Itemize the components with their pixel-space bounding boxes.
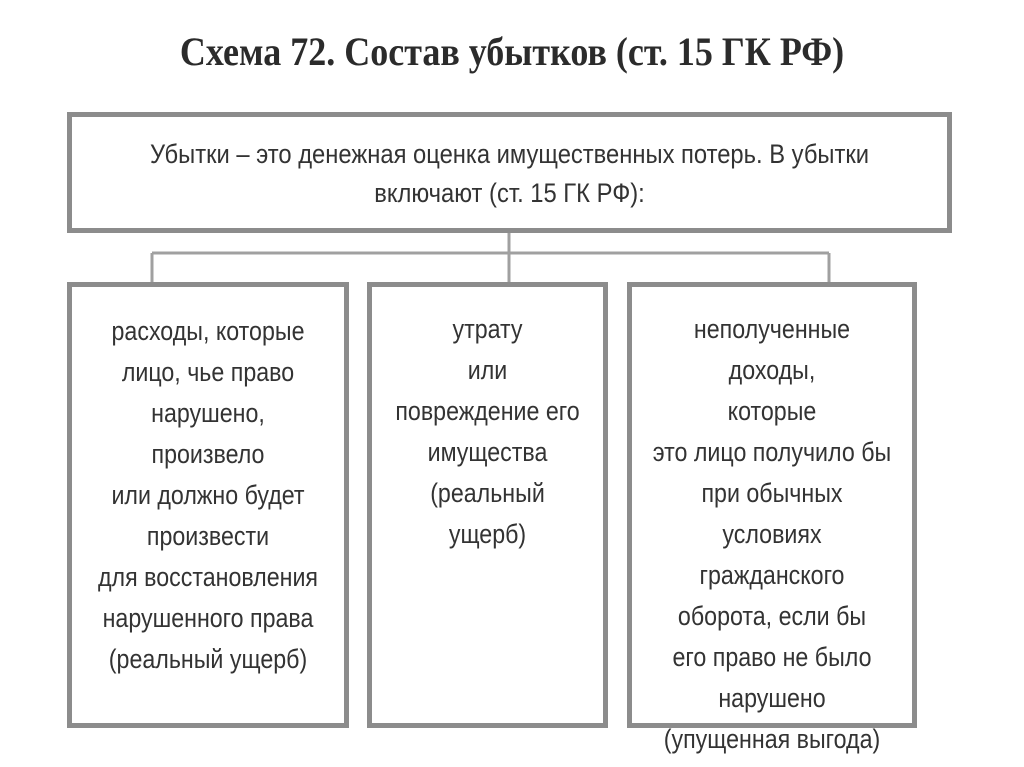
real-damage-expenses-text: расходы, которые лицо, чье право нарушено, произвело или должно будет произвести для восстановления нарушенного права (реальный ущерб) [98, 316, 318, 674]
diagram-title: Схема 72. Состав убытков (ст. 15 ГК РФ) [179, 29, 845, 74]
property-loss-box [367, 282, 608, 728]
lost-profit-text: неполученные доходы, которые это лицо получило бы при обычных условиях гражданского оборота, если бы его право не было нарушено (упущенная выгода) [652, 314, 892, 754]
definition-line-2: включают (ст. 15 ГК РФ): [374, 178, 645, 208]
lost-profit-box [627, 282, 917, 754]
definition-line-1: Убытки – это денежная оценка имущественных потерь. В убытки [149, 139, 870, 169]
property-loss-text: утрату или повреждение его имущества (реальный ущерб) [395, 314, 580, 549]
real-damage-expenses-box [67, 282, 349, 728]
